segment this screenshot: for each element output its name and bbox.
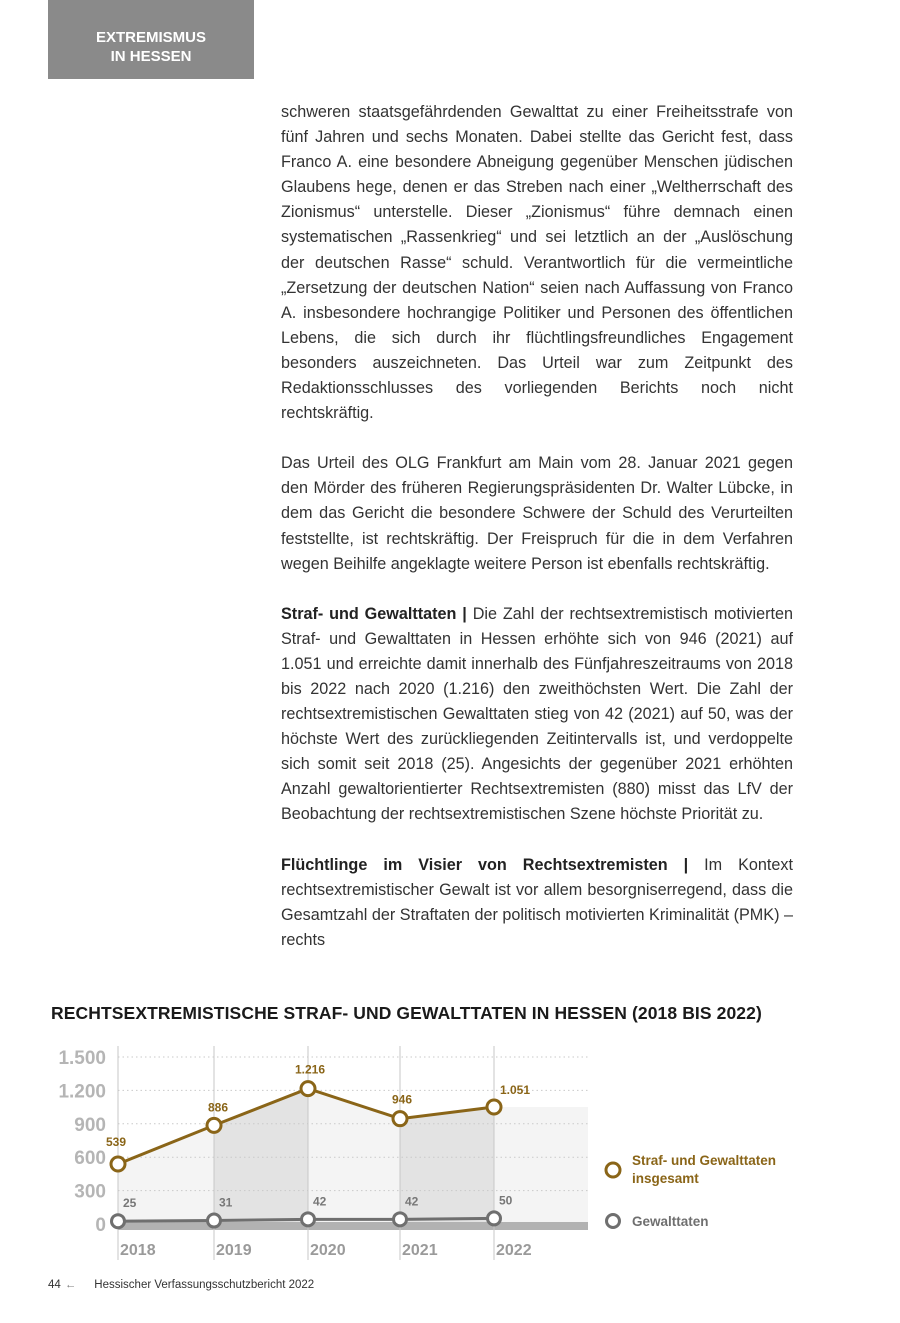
data-point-gewalttaten-2020	[302, 1213, 315, 1226]
legend-marker-gewalttaten	[607, 1215, 620, 1228]
data-point-gewalttaten-2022	[488, 1212, 501, 1225]
data-point-gewalttaten-2018	[112, 1215, 125, 1228]
y-tick-label: 900	[74, 1114, 106, 1136]
data-point-gewalttaten-2021	[394, 1213, 407, 1226]
baseline-bar	[118, 1222, 588, 1230]
paragraph-3-heading: Straf- und Gewalttaten |	[281, 604, 467, 623]
data-label-straf-und-gewalttaten: 539	[105, 1134, 127, 1149]
data-point-straf-und-gewalttaten-2022	[487, 1100, 501, 1114]
page-number: 44	[48, 1279, 61, 1291]
paragraph-2: Das Urteil des OLG Frankfurt am Main vom 28. Januar 2021 gegen den Mörder des früheren Regierungspräsidenten Dr. Walter Lübcke, in dem das Gericht die besondere Schwere der Schuld des Verurteilten feststellte, ist rechtskräftig. Der Freispruch für die in dem Verfahren wegen Beihilfe angeklagte weitere Person ist ebenfalls rechtskräftig.	[281, 454, 793, 573]
y-tick-label: 300	[74, 1181, 106, 1203]
y-tick-label: 600	[74, 1148, 106, 1170]
body-text	[281, 100, 793, 953]
legend-label-gewalttaten: Gewalttaten	[632, 1214, 709, 1229]
data-point-straf-und-gewalttaten-2021	[393, 1112, 407, 1126]
y-tick-label: 1.200	[58, 1081, 106, 1103]
data-label-gewalttaten: 42	[405, 1194, 419, 1209]
chart	[0, 1030, 900, 1270]
x-tick-label: 2022	[496, 1242, 532, 1259]
back-arrow-icon: ←	[64, 1279, 77, 1291]
paragraph-4	[281, 853, 793, 953]
data-point-gewalttaten-2019	[208, 1214, 221, 1227]
legend-label-straf-und-gewalttaten: insgesamt	[632, 1171, 699, 1186]
data-label-straf-und-gewalttaten: 886	[207, 1100, 229, 1115]
data-label-straf-und-gewalttaten: 1.216	[294, 1062, 326, 1077]
data-point-straf-und-gewalttaten-2018	[111, 1157, 125, 1171]
data-label-straf-und-gewalttaten: 1.051	[500, 1082, 531, 1097]
publication-title: Hessischer Verfassungsschutzbericht 2022	[94, 1279, 315, 1291]
legend-marker-straf-und-gewalttaten	[606, 1163, 620, 1177]
data-point-straf-und-gewalttaten-2020	[301, 1082, 315, 1096]
x-tick-label: 2019	[216, 1242, 252, 1259]
chart-title: RECHTSEXTREMISTISCHE STRAF- UND GEWALTTATEN IN HESSEN (2018 BIS 2022)	[51, 1003, 762, 1023]
section-tab-line2: IN HESSEN	[110, 48, 192, 65]
data-label-gewalttaten: 25	[123, 1196, 137, 1211]
y-tick-label: 0	[95, 1215, 106, 1236]
data-label-gewalttaten: 31	[219, 1195, 233, 1210]
section-tab	[48, 0, 254, 79]
data-point-straf-und-gewalttaten-2019	[207, 1118, 221, 1132]
footer	[48, 1279, 314, 1291]
x-tick-label: 2020	[310, 1242, 346, 1259]
data-label-gewalttaten: 50	[499, 1193, 513, 1208]
section-tab-line1: EXTREMISMUS	[95, 29, 206, 46]
paragraph-4-heading: Flüchtlinge im Visier von Rechtsextremisten |	[281, 855, 689, 874]
data-label-straf-und-gewalttaten: 946	[391, 1092, 413, 1107]
data-label-gewalttaten: 42	[313, 1194, 327, 1209]
paragraph-1: schweren staatsgefährdenden Gewalttat zu einer Freiheitsstrafe von fünf Jahren und sechs Monaten. Dabei stellte das Gericht fest, dass Franco A. eine besondere Abneigung gegenüber Menschen jüdischen Glaubens hege, denen er das Streben nach einer „Weltherrschaft des Zionismus“ unterstelle. Dieser „Zionismus“ führe demnach einen systematischen „Rassenkrieg“ und sei letztlich an der „Auslöschung der deutschen Rasse“ schuld. Verantwortlich für die vermeintliche „Zersetzung der deutschen Nation“ seien nach Auffassung von Franco A. insbesondere hochrangige Politiker und Personen des öffentlichen Lebens, die sich durch ihr flüchtlingsfreundliches Engagement besonders auszeichneten. Das Urteil war zum Zeitpunkt des Redaktionsschlusses des vorliegenden Berichts noch nicht rechtskräftig.	[281, 103, 793, 423]
paragraph-3	[281, 602, 793, 828]
x-tick-label: 2018	[120, 1242, 156, 1259]
y-tick-label: 1.500	[58, 1048, 106, 1069]
paragraph-4-text: Im Kontext rechtsextremistischer Gewalt ist vor allem besorgniserregend, dass die Gesamtzahl der Straftaten der politisch motivierten Kriminalität (PMK) – rechts	[281, 855, 794, 949]
x-tick-label: 2021	[402, 1242, 438, 1259]
legend-label-straf-und-gewalttaten: Straf- und Gewalttaten	[632, 1153, 777, 1168]
paragraph-3-text: Die Zahl der rechtsextremistisch motivierten Straf- und Gewalttaten in Hessen erhöhte sich von 946 (2021) auf 1.051 und erreichte damit innerhalb des Fünfjahreszeitraums von 2018 bis 2022 nach 2020 (1.216) den zweithöchsten Wert. Die Zahl der rechtsextremistischen Gewalttaten stieg von 42 (2021) auf 50, was der höchste Wert des zurückliegenden Zeitintervalls ist, und verdoppelte sich somit seit 2018 (25). Angesichts der gegenüber 2021 erhöhten Anzahl gewaltorientierter Rechtsextremisten (880) misst das LfV der Beobachtung der rechtsextremistischen Szene höchste Priorität zu.	[281, 604, 794, 824]
